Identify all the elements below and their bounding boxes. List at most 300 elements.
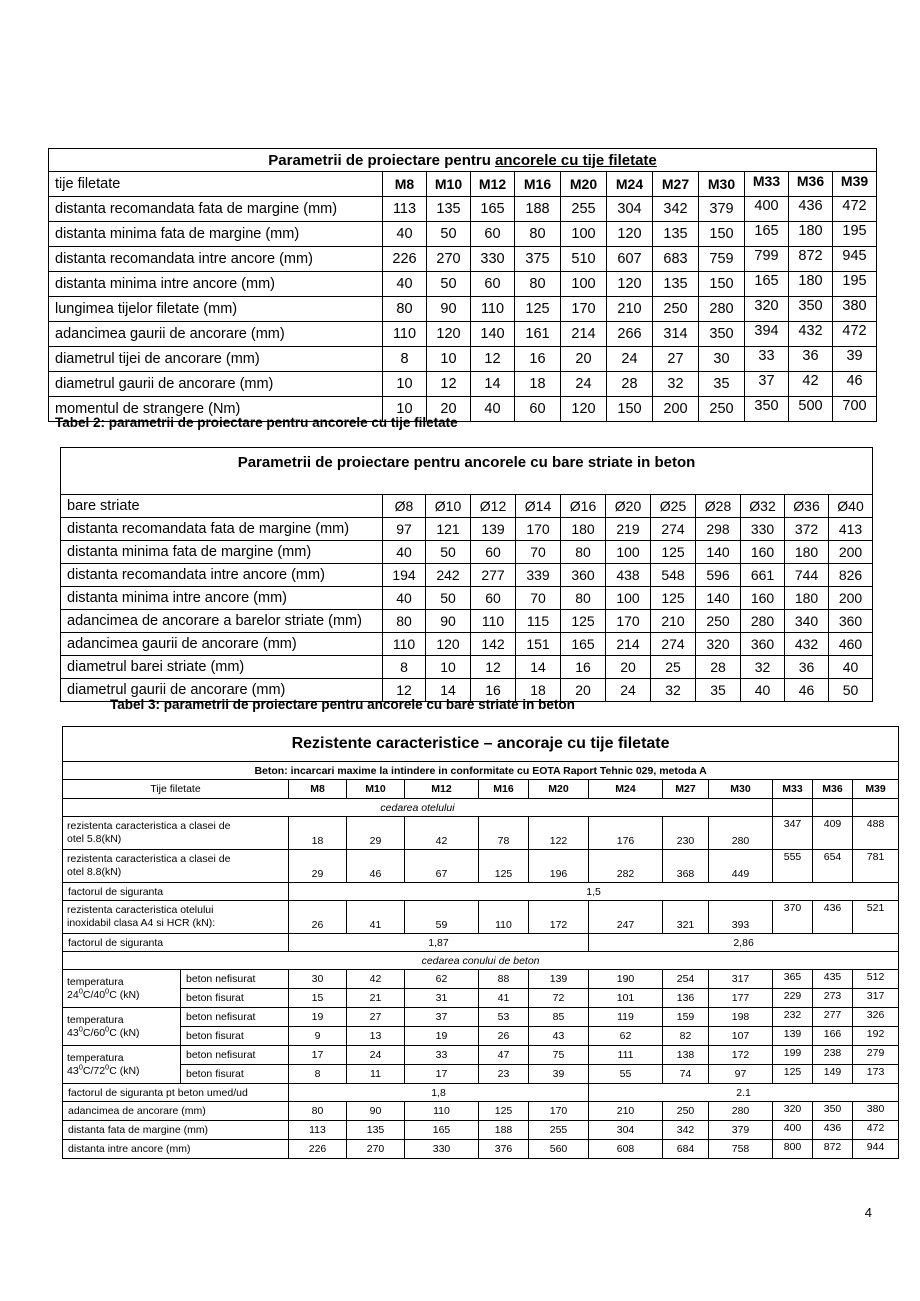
cell: 20: [561, 679, 606, 702]
table-row: [63, 1084, 899, 1102]
cell: 180: [785, 587, 829, 610]
cell: 219: [606, 518, 651, 541]
cell: 393: [709, 901, 773, 934]
cell: 80: [383, 610, 426, 633]
cell: 330: [741, 518, 785, 541]
cell: 125: [479, 1102, 529, 1121]
cell: 200: [829, 587, 873, 610]
table-row: [63, 1027, 899, 1046]
cell: 242: [426, 564, 471, 587]
cell: 277: [471, 564, 516, 587]
cell: 180: [789, 222, 833, 247]
cell: 20: [561, 347, 607, 372]
cell: 97: [383, 518, 426, 541]
cell: 62: [405, 970, 479, 989]
table-row: [49, 272, 877, 297]
cell: 372: [785, 518, 829, 541]
cell: 250: [653, 297, 699, 322]
table-2-col-d20: Ø20: [606, 495, 651, 518]
cell: 360: [741, 633, 785, 656]
cell: 46: [785, 679, 829, 702]
table-2-col-d12: Ø12: [471, 495, 516, 518]
cell: 380: [853, 1102, 899, 1121]
cell: 125: [773, 1065, 813, 1084]
table-1-title-underlined: ancorele cu tije filetate: [495, 151, 657, 169]
cell: 170: [561, 297, 607, 322]
table-1-title: Parametrii de proiectare pentru ancorele cu tije filetate: [49, 149, 877, 172]
cell: 36: [785, 656, 829, 679]
cell: 122: [529, 817, 589, 850]
cell: 32: [741, 656, 785, 679]
table-3-col-m16: M16: [479, 780, 529, 799]
cell: 41: [479, 989, 529, 1008]
table-row: [49, 347, 877, 372]
row-label: adancimea de ancorare a barelor striate (mm): [61, 610, 383, 633]
table-1-col-m8: M8: [383, 172, 427, 197]
table-row: [63, 1046, 899, 1065]
cell: 273: [813, 989, 853, 1008]
cell: 330: [471, 247, 515, 272]
cell: 39: [833, 347, 877, 372]
cell: 40: [383, 541, 426, 564]
cell: 247: [589, 901, 663, 934]
cell: 195: [833, 272, 877, 297]
table-2-col-d40: Ø40: [829, 495, 873, 518]
cell: 55: [589, 1065, 663, 1084]
cell: 314: [653, 322, 699, 347]
cell: 376: [479, 1140, 529, 1159]
cell: 107: [709, 1027, 773, 1046]
table-3-col-m30: M30: [709, 780, 773, 799]
table-2-col-d32: Ø32: [741, 495, 785, 518]
cell: 190: [589, 970, 663, 989]
cell: 160: [741, 541, 785, 564]
table-3-subtitle-row: [63, 762, 899, 780]
cell: 432: [785, 633, 829, 656]
table-row: [49, 372, 877, 397]
table-1-col-m27: M27: [653, 172, 699, 197]
cell: 280: [741, 610, 785, 633]
cell: 684: [663, 1140, 709, 1159]
cell: 24: [607, 347, 653, 372]
cell: 32: [651, 679, 696, 702]
table-3-subtitle: Beton: incarcari maxime la intindere in conformitate cu EOTA Raport Tehnic 029, metoda A: [63, 762, 899, 780]
cell: 304: [589, 1121, 663, 1140]
table-3-col-m8: M8: [289, 780, 347, 799]
table-3-container: [62, 726, 898, 1159]
cell: 394: [745, 322, 789, 347]
cell: 379: [709, 1121, 773, 1140]
section-label-cone: cedarea conului de beton: [63, 952, 899, 970]
row-label: diametrul gaurii de ancorare (mm): [61, 679, 383, 702]
cell: 282: [589, 850, 663, 883]
cell: 135: [347, 1121, 405, 1140]
cell: 488: [853, 817, 899, 850]
row-label-temp-2: temperatura $43^0C/60^0C$ (kN): [63, 1008, 181, 1046]
row-label-cracked: beton fisurat: [181, 1065, 289, 1084]
cell: 165: [745, 272, 789, 297]
row-label-temp-1: temperatura $24^0C/40^0C$ (kN): [63, 970, 181, 1008]
cell: 1,8: [289, 1084, 589, 1102]
cell: 31: [405, 989, 479, 1008]
cell: 409: [813, 817, 853, 850]
table-1-col-m24: M24: [607, 172, 653, 197]
cell: 60: [471, 222, 515, 247]
section-label-steel: cedarea otelului: [63, 799, 773, 817]
cell: 250: [696, 610, 741, 633]
cell: 150: [699, 222, 745, 247]
cell: 339: [516, 564, 561, 587]
cell: 173: [853, 1065, 899, 1084]
row-label: rezistenta caracteristica a clasei de otel 8.8(kN): [63, 850, 289, 883]
cell: 379: [699, 197, 745, 222]
cell: 46: [347, 850, 405, 883]
cell: 165: [405, 1121, 479, 1140]
row-label: rezistenta caracteristica otelului inoxidabil clasa A4 si HCR (kN):: [63, 901, 289, 934]
cell: 270: [347, 1140, 405, 1159]
cell: 113: [289, 1121, 347, 1140]
table-2-col-d25: Ø25: [651, 495, 696, 518]
cell: 125: [651, 587, 696, 610]
cell: 11: [347, 1065, 405, 1084]
cell: 510: [561, 247, 607, 272]
cell: 110: [405, 1102, 479, 1121]
table-1-col-m36: M36: [789, 172, 833, 197]
cell: 67: [405, 850, 479, 883]
cell: 47: [479, 1046, 529, 1065]
cell: 25: [651, 656, 696, 679]
table-row: [61, 518, 873, 541]
cell: 350: [789, 297, 833, 322]
cell: 125: [651, 541, 696, 564]
row-label-temp-3: temperatura $43^0C/72^0C$ (kN): [63, 1046, 181, 1084]
cell: 23: [479, 1065, 529, 1084]
cell: 113: [383, 197, 427, 222]
cell: 370: [773, 901, 813, 934]
table-2-col-d14: Ø14: [516, 495, 561, 518]
table-1-row-header-label: tije filetate: [49, 172, 383, 197]
cell: 170: [606, 610, 651, 633]
table-row: [61, 587, 873, 610]
table-1-col-m39: M39: [833, 172, 877, 197]
cell: 24: [561, 372, 607, 397]
cell: 274: [651, 518, 696, 541]
cell: 50: [427, 272, 471, 297]
table-3-col-m39: M39: [853, 780, 899, 799]
cell: 26: [479, 1027, 529, 1046]
cell: 29: [289, 850, 347, 883]
cell: 75: [529, 1046, 589, 1065]
cell: 88: [479, 970, 529, 989]
cell: 120: [607, 272, 653, 297]
table-row: [49, 222, 877, 247]
cell: 80: [515, 272, 561, 297]
cell: 120: [427, 322, 471, 347]
cell: 110: [383, 322, 427, 347]
cell: 210: [607, 297, 653, 322]
cell: 30: [699, 347, 745, 372]
row-label: factorul de siguranta: [63, 883, 289, 901]
table-row: [63, 1102, 899, 1121]
cell: 280: [699, 297, 745, 322]
cell: 872: [813, 1140, 853, 1159]
cell: 170: [516, 518, 561, 541]
cell: 172: [709, 1046, 773, 1065]
table-row: [49, 297, 877, 322]
cell: 136: [663, 989, 709, 1008]
cell: 111: [589, 1046, 663, 1065]
cell: 944: [853, 1140, 899, 1159]
cell: 18: [289, 817, 347, 850]
caption-table-2: Tabel 2: parametrii de proiectare pentru ancorele cu tije filetate: [55, 415, 458, 430]
row-label: distanta minima fata de margine (mm): [61, 541, 383, 564]
cell: 50: [426, 587, 471, 610]
table-3-title: Rezistente caracteristice – ancoraje cu tije filetate: [63, 727, 899, 762]
cell: 80: [561, 541, 606, 564]
cell: 400: [745, 197, 789, 222]
table-2-title-row: [61, 448, 873, 495]
table-3-col-m33: M33: [773, 780, 813, 799]
table-row: [61, 564, 873, 587]
cell: 232: [773, 1008, 813, 1027]
table-3-col-m36: M36: [813, 780, 853, 799]
cell: 438: [606, 564, 651, 587]
cell: 120: [607, 222, 653, 247]
cell: 60: [471, 587, 516, 610]
cell: 166: [813, 1027, 853, 1046]
table-row: [63, 1121, 899, 1140]
row-label: momentul de strangere (Nm): [49, 397, 383, 422]
cell: 60: [471, 541, 516, 564]
cell: 60: [471, 272, 515, 297]
cell: 1,87: [289, 934, 589, 952]
cell: 74: [663, 1065, 709, 1084]
cell: 17: [289, 1046, 347, 1065]
row-label-cracked: beton fisurat: [181, 1027, 289, 1046]
table-2-col-d36: Ø36: [785, 495, 829, 518]
cell: 9: [289, 1027, 347, 1046]
cell: 29: [347, 817, 405, 850]
cell: 110: [471, 610, 516, 633]
cell: 16: [471, 679, 516, 702]
table-row: [63, 989, 899, 1008]
cell: 70: [516, 587, 561, 610]
cell: 340: [785, 610, 829, 633]
table-2-title: Parametrii de proiectare pentru ancorele cu bare striate in beton: [61, 448, 873, 495]
cell: 560: [529, 1140, 589, 1159]
cell: 16: [561, 656, 606, 679]
cell: 380: [833, 297, 877, 322]
cell: 436: [813, 901, 853, 934]
table-row: [49, 322, 877, 347]
cell: 321: [663, 901, 709, 934]
cell: 280: [709, 1102, 773, 1121]
cell: 18: [516, 679, 561, 702]
cell: 298: [696, 518, 741, 541]
cell: 139: [529, 970, 589, 989]
cell: 661: [741, 564, 785, 587]
table-1-col-m30: M30: [699, 172, 745, 197]
cell: 33: [745, 347, 789, 372]
table-1-col-m16: M16: [515, 172, 561, 197]
table-row: [63, 850, 899, 883]
cell: 826: [829, 564, 873, 587]
row-label: distanta recomandata intre ancore (mm): [61, 564, 383, 587]
cell: 40: [741, 679, 785, 702]
cell: 28: [607, 372, 653, 397]
cell: 100: [606, 541, 651, 564]
cell: 254: [663, 970, 709, 989]
cell: 326: [853, 1008, 899, 1027]
row-label-cracked: beton fisurat: [181, 989, 289, 1008]
row-label: distanta minima fata de margine (mm): [49, 222, 383, 247]
cell: 744: [785, 564, 829, 587]
cell: 194: [383, 564, 426, 587]
cell: 172: [529, 901, 589, 934]
cell: 42: [347, 970, 405, 989]
cell: 12: [427, 372, 471, 397]
cell: 196: [529, 850, 589, 883]
table-2: [60, 447, 873, 702]
cell: 320: [773, 1102, 813, 1121]
cell: 279: [853, 1046, 899, 1065]
table-row: [63, 1140, 899, 1159]
cell: 30: [289, 970, 347, 989]
cell: 46: [833, 372, 877, 397]
cell: 32: [653, 372, 699, 397]
cell: 607: [607, 247, 653, 272]
cell: 14: [426, 679, 471, 702]
cell: 872: [789, 247, 833, 272]
cell: 151: [516, 633, 561, 656]
cell: 700: [833, 397, 877, 422]
row-label: lungimea tijelor filetate (mm): [49, 297, 383, 322]
table-row: [61, 610, 873, 633]
cell: 13: [347, 1027, 405, 1046]
cell: 270: [427, 247, 471, 272]
row-label: diametrul barei striate (mm): [61, 656, 383, 679]
cell: 110: [383, 633, 426, 656]
cell: 436: [813, 1121, 853, 1140]
row-label: diametrul tijei de ancorare (mm): [49, 347, 383, 372]
cell: 161: [515, 322, 561, 347]
cell: 40: [829, 656, 873, 679]
table-row: [61, 541, 873, 564]
cell: 90: [426, 610, 471, 633]
cell: 125: [479, 850, 529, 883]
cell: 50: [427, 222, 471, 247]
row-label: adancimea de ancorare (mm): [63, 1102, 289, 1121]
row-label: distanta minima intre ancore (mm): [61, 587, 383, 610]
cell: 654: [813, 850, 853, 883]
cell: 100: [606, 587, 651, 610]
table-row: [63, 1008, 899, 1027]
cell: 39: [529, 1065, 589, 1084]
cell: 266: [607, 322, 653, 347]
page-number: 4: [864, 1205, 872, 1220]
cell: 2,86: [589, 934, 899, 952]
cell: 135: [427, 197, 471, 222]
cell: 342: [653, 197, 699, 222]
cell: 330: [405, 1140, 479, 1159]
table-1-title-row: [49, 149, 877, 172]
cell: 19: [289, 1008, 347, 1027]
cell: 50: [426, 541, 471, 564]
cell: 317: [853, 989, 899, 1008]
cell: 945: [833, 247, 877, 272]
cell: 62: [589, 1027, 663, 1046]
cell: 250: [699, 397, 745, 422]
cell: 683: [653, 247, 699, 272]
cell: 342: [663, 1121, 709, 1140]
row-label: distanta recomandata intre ancore (mm): [49, 247, 383, 272]
cell: 432: [789, 322, 833, 347]
cell: [813, 799, 853, 817]
cell: 21: [347, 989, 405, 1008]
cell: 26: [289, 901, 347, 934]
table-3-col-m10: M10: [347, 780, 405, 799]
cell: 35: [696, 679, 741, 702]
table-1-col-m20: M20: [561, 172, 607, 197]
cell: 320: [745, 297, 789, 322]
row-label: adancimea gaurii de ancorare (mm): [61, 633, 383, 656]
row-label: distanta recomandata fata de margine (mm): [61, 518, 383, 541]
cell: 210: [589, 1102, 663, 1121]
cell: 460: [829, 633, 873, 656]
cell: 60: [515, 397, 561, 422]
cell: 70: [516, 541, 561, 564]
cell: 176: [589, 817, 663, 850]
cell: 199: [773, 1046, 813, 1065]
cell: [853, 799, 899, 817]
row-label-uncracked: beton nefisurat: [181, 1008, 289, 1027]
cell: 19: [405, 1027, 479, 1046]
cell: 435: [813, 970, 853, 989]
cell: 82: [663, 1027, 709, 1046]
table-3-col-m24: M24: [589, 780, 663, 799]
cell: 214: [561, 322, 607, 347]
cell: 85: [529, 1008, 589, 1027]
cell: 135: [653, 222, 699, 247]
table-row: [61, 656, 873, 679]
table-row: [63, 1065, 899, 1084]
row-label: distanta recomandata fata de margine (mm): [49, 197, 383, 222]
cell: 160: [741, 587, 785, 610]
table-row: [49, 197, 877, 222]
cell: 255: [529, 1121, 589, 1140]
table-1-col-m33: M33: [745, 172, 789, 197]
cell: 150: [699, 272, 745, 297]
table-2-container: [60, 447, 872, 702]
table-3-row-header-label: Tije filetate: [63, 780, 289, 799]
cell: 139: [773, 1027, 813, 1046]
cell: 317: [709, 970, 773, 989]
table-1-col-m10: M10: [427, 172, 471, 197]
cell: 20: [427, 397, 471, 422]
cell: 140: [696, 587, 741, 610]
table-1-container: [48, 148, 872, 422]
cell: 27: [653, 347, 699, 372]
cell: 360: [561, 564, 606, 587]
table-row: [61, 633, 873, 656]
cell: 110: [479, 901, 529, 934]
table-2-header-row: [61, 495, 873, 518]
cell: 165: [561, 633, 606, 656]
cell: 40: [383, 272, 427, 297]
row-label: factorul de siguranta pt beton umed/ud: [63, 1084, 289, 1102]
cell: 80: [383, 297, 427, 322]
cell: 10: [426, 656, 471, 679]
